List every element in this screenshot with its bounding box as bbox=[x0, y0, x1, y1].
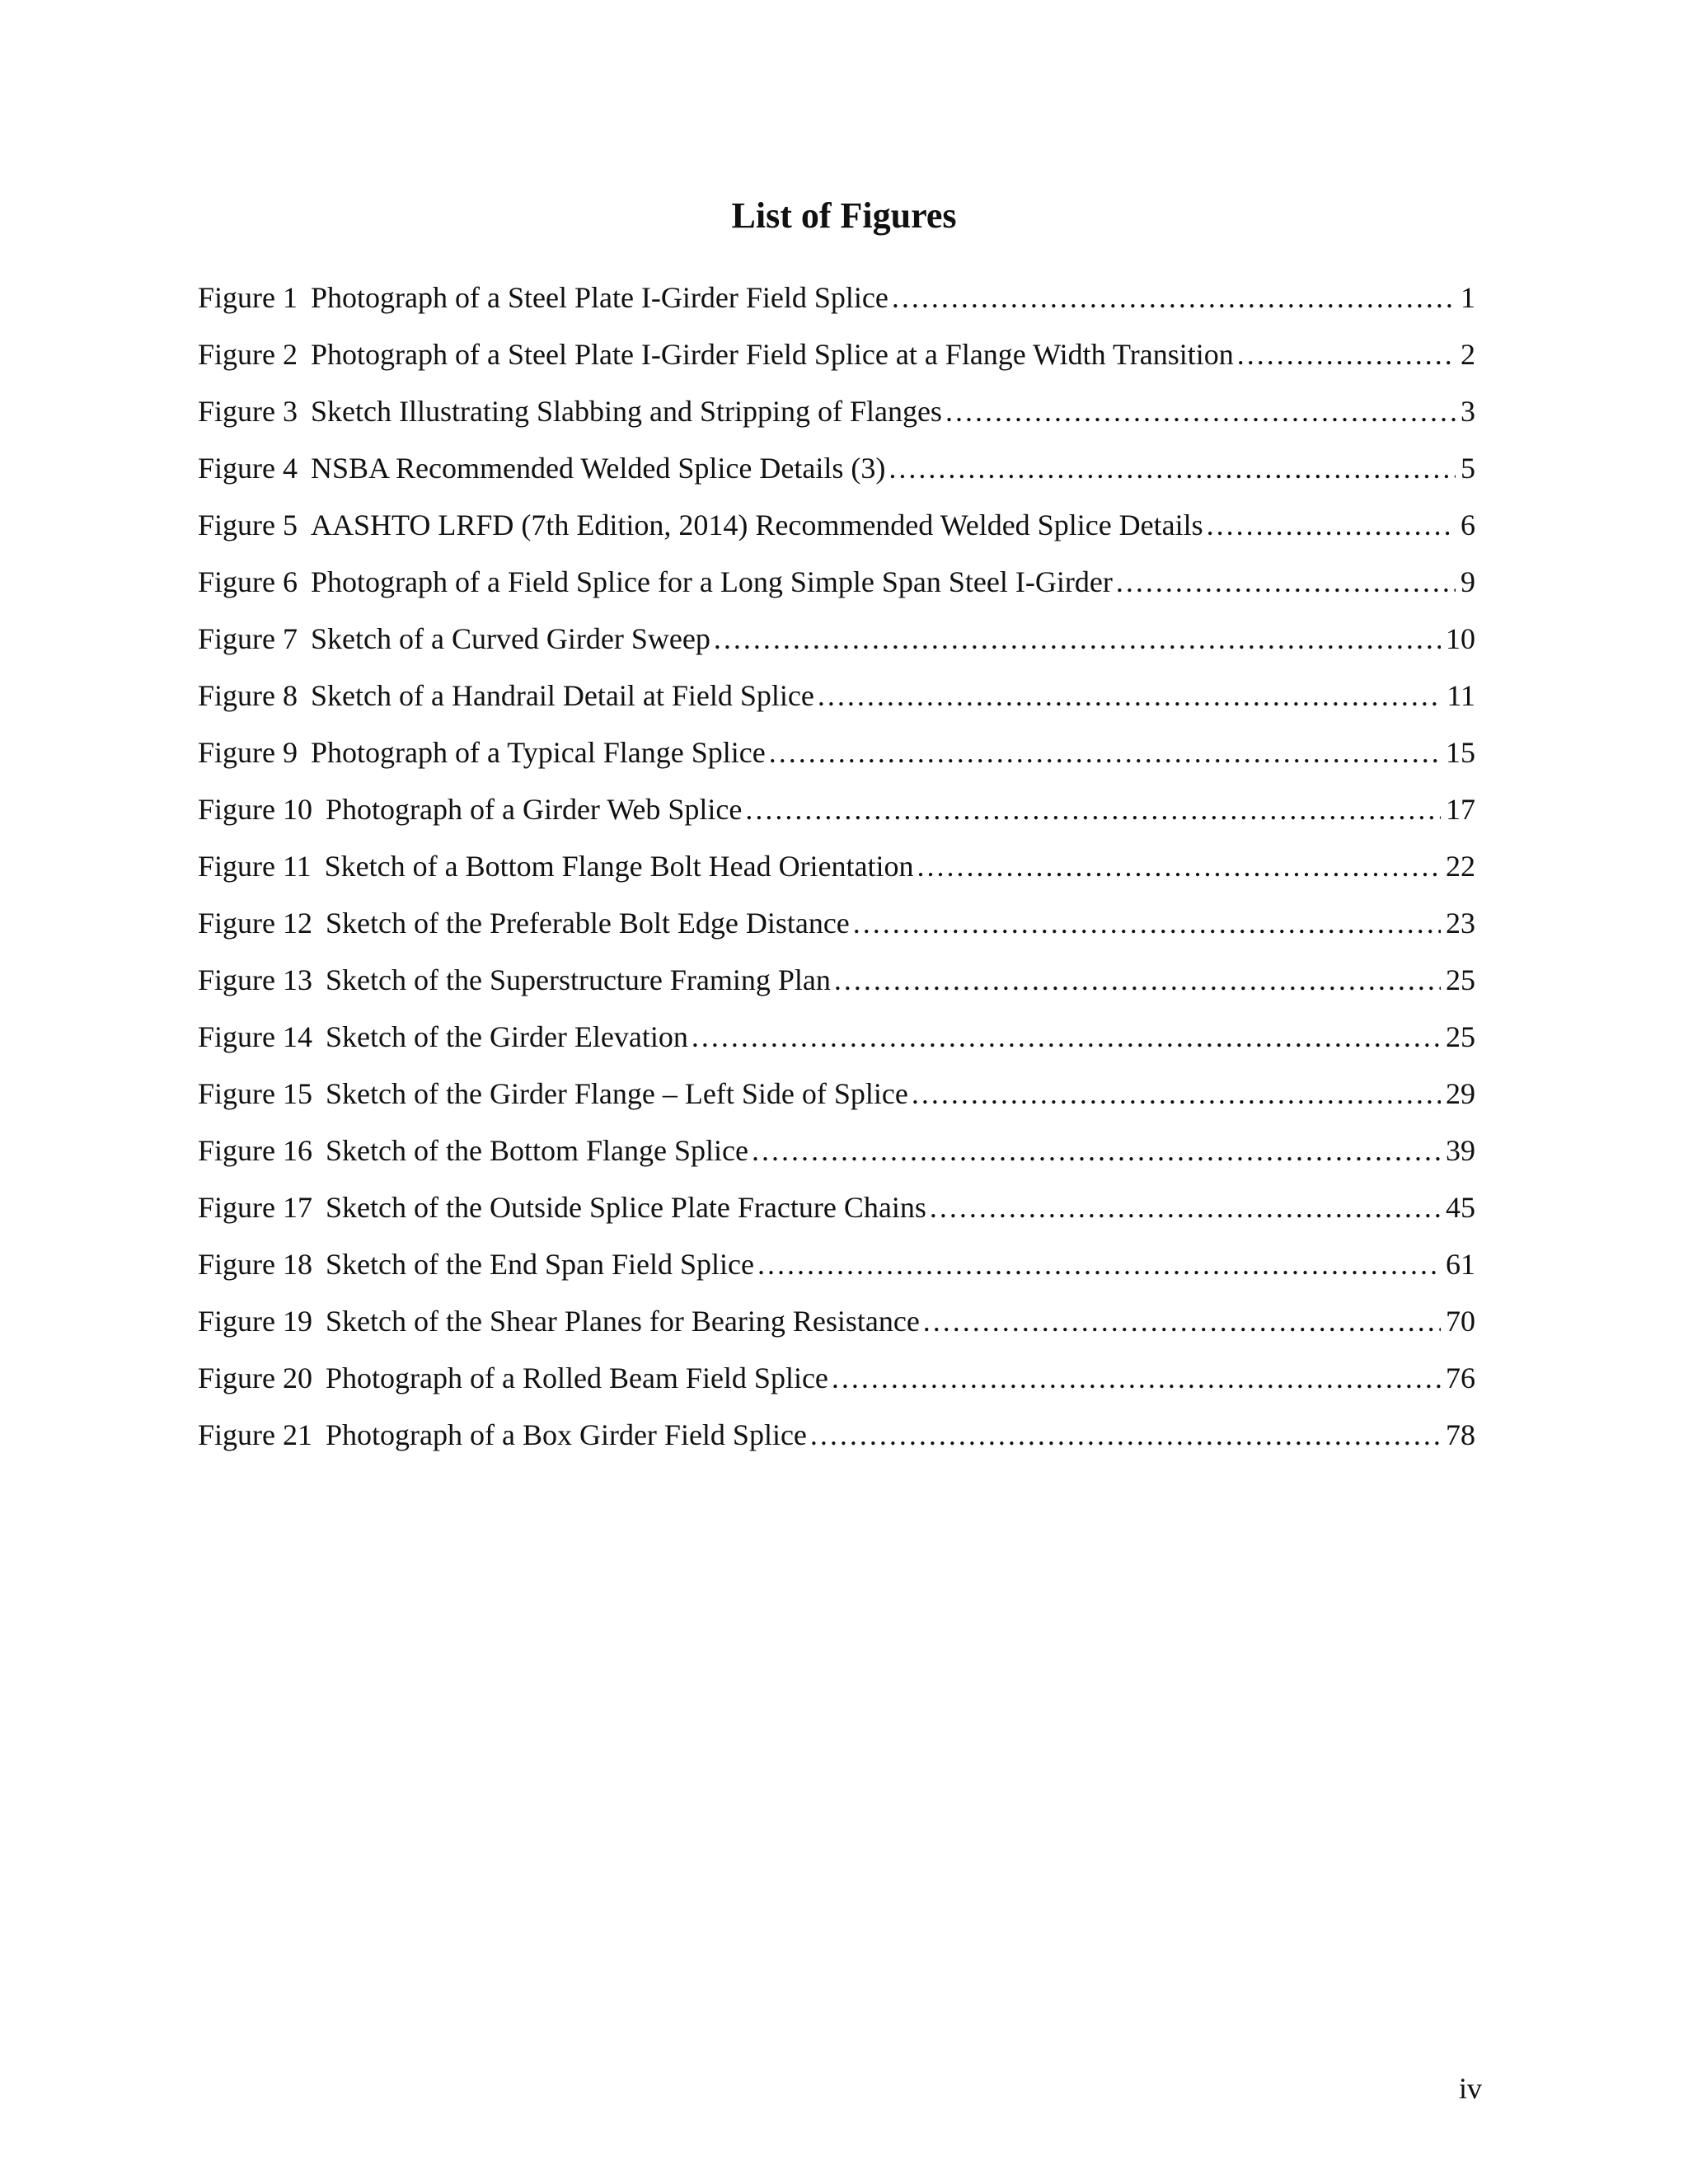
page-ref: 78 bbox=[1446, 1418, 1475, 1451]
page-ref: 15 bbox=[1446, 736, 1475, 769]
dot-leader bbox=[832, 1356, 1441, 1400]
page-ref: 5 bbox=[1461, 452, 1475, 485]
toc-entry[interactable] bbox=[198, 958, 1475, 1015]
page-ref: 76 bbox=[1446, 1361, 1475, 1394]
figure-title: Sketch Illustrating Slabbing and Stripping of Flanges bbox=[311, 395, 942, 428]
toc-entry[interactable] bbox=[198, 616, 1475, 673]
figure-title: Photograph of a Typical Flange Splice bbox=[311, 736, 766, 769]
figure-title: Photograph of a Box Girder Field Splice bbox=[326, 1418, 807, 1451]
page-ref: 25 bbox=[1446, 963, 1475, 996]
figure-label: Figure 3 bbox=[198, 395, 298, 428]
figure-title: Sketch of a Curved Girder Sweep bbox=[311, 622, 710, 655]
dot-leader bbox=[912, 1071, 1441, 1116]
figure-label: Figure 8 bbox=[198, 679, 298, 712]
toc-entry[interactable] bbox=[198, 275, 1475, 332]
page-ref: 2 bbox=[1461, 338, 1475, 371]
dot-leader bbox=[1237, 332, 1456, 377]
figure-label: Figure 20 bbox=[198, 1361, 312, 1394]
toc-entry[interactable] bbox=[198, 560, 1475, 616]
page-number: iv bbox=[1458, 2072, 1482, 2105]
figure-label: Figure 18 bbox=[198, 1248, 312, 1281]
dot-leader bbox=[757, 1242, 1441, 1286]
page-ref: 9 bbox=[1461, 565, 1475, 598]
dot-leader bbox=[745, 787, 1441, 832]
dot-leader bbox=[1116, 560, 1456, 604]
figure-label: Figure 15 bbox=[198, 1077, 312, 1110]
figure-label: Figure 14 bbox=[198, 1020, 312, 1053]
page-ref: 22 bbox=[1446, 850, 1475, 883]
figure-title: Photograph of a Rolled Beam Field Splice bbox=[326, 1361, 828, 1394]
page-ref: 10 bbox=[1446, 622, 1475, 655]
figure-title: Photograph of a Girder Web Splice bbox=[326, 793, 743, 826]
dot-leader bbox=[769, 730, 1441, 775]
figure-title: Sketch of a Handrail Detail at Field Splice bbox=[311, 679, 814, 712]
figure-label: Figure 10 bbox=[198, 793, 312, 826]
page-ref: 17 bbox=[1446, 793, 1475, 826]
dot-leader bbox=[692, 1015, 1441, 1059]
dot-leader bbox=[889, 446, 1456, 490]
toc-entry[interactable] bbox=[198, 332, 1475, 389]
figure-label: Figure 11 bbox=[198, 850, 312, 883]
toc-entry[interactable] bbox=[198, 503, 1475, 560]
page-ref: 11 bbox=[1447, 679, 1475, 712]
figure-label: Figure 17 bbox=[198, 1191, 312, 1224]
dot-leader bbox=[853, 901, 1441, 945]
dot-leader bbox=[752, 1128, 1441, 1173]
dot-leader bbox=[714, 616, 1441, 661]
dot-leader bbox=[892, 275, 1456, 320]
figure-label: Figure 12 bbox=[198, 907, 312, 940]
page-ref: 3 bbox=[1461, 395, 1475, 428]
toc-entry[interactable] bbox=[198, 844, 1475, 901]
toc-entry[interactable] bbox=[198, 901, 1475, 958]
toc-entry[interactable] bbox=[198, 1242, 1475, 1299]
toc-entry[interactable] bbox=[198, 1128, 1475, 1185]
figure-title: Sketch of the Shear Planes for Bearing Resistance bbox=[326, 1305, 920, 1338]
toc-entry[interactable] bbox=[198, 1356, 1475, 1413]
toc-entry[interactable] bbox=[198, 1299, 1475, 1356]
dot-leader bbox=[930, 1185, 1441, 1230]
dot-leader bbox=[923, 1299, 1441, 1343]
figure-title: Sketch of the Superstructure Framing Plan bbox=[326, 963, 831, 996]
figure-title: Photograph of a Steel Plate I-Girder Field Splice bbox=[311, 281, 889, 314]
toc-entry[interactable] bbox=[198, 1185, 1475, 1242]
page-ref: 61 bbox=[1446, 1248, 1475, 1281]
figure-title: Sketch of the Girder Flange – Left Side of Splice bbox=[326, 1077, 908, 1110]
figure-label: Figure 5 bbox=[198, 509, 298, 541]
dot-leader bbox=[945, 389, 1456, 434]
figure-title: AASHTO LRFD (7th Edition, 2014) Recommended Welded Splice Details bbox=[311, 509, 1203, 541]
figure-label: Figure 4 bbox=[198, 452, 298, 485]
toc-entry[interactable] bbox=[198, 730, 1475, 787]
toc-entry[interactable] bbox=[198, 1015, 1475, 1071]
figure-title: Sketch of the End Span Field Splice bbox=[326, 1248, 754, 1281]
figure-title: NSBA Recommended Welded Splice Details (3) bbox=[311, 452, 886, 485]
page-ref: 45 bbox=[1446, 1191, 1475, 1224]
dot-leader bbox=[834, 958, 1441, 1002]
figure-title: Photograph of a Field Splice for a Long Simple Span Steel I-Girder bbox=[311, 565, 1113, 598]
figure-label: Figure 19 bbox=[198, 1305, 312, 1338]
toc-entry[interactable] bbox=[198, 389, 1475, 446]
toc-entry[interactable] bbox=[198, 787, 1475, 844]
figure-label: Figure 1 bbox=[198, 281, 298, 314]
page-title: List of Figures bbox=[731, 195, 957, 236]
page-ref: 23 bbox=[1446, 907, 1475, 940]
figure-label: Figure 21 bbox=[198, 1418, 312, 1451]
toc-entry[interactable] bbox=[198, 1071, 1475, 1128]
figure-title: Sketch of the Preferable Bolt Edge Distance bbox=[326, 907, 850, 940]
page-ref: 70 bbox=[1446, 1305, 1475, 1338]
figure-title: Sketch of the Girder Elevation bbox=[326, 1020, 688, 1053]
figure-label: Figure 16 bbox=[198, 1134, 312, 1167]
dot-leader bbox=[810, 1413, 1441, 1457]
page-ref: 25 bbox=[1446, 1020, 1475, 1053]
page-ref: 39 bbox=[1446, 1134, 1475, 1167]
figure-label: Figure 2 bbox=[198, 338, 298, 371]
figure-title: Sketch of the Outside Splice Plate Fracture Chains bbox=[326, 1191, 926, 1224]
page-ref: 1 bbox=[1461, 281, 1475, 314]
figure-label: Figure 13 bbox=[198, 963, 312, 996]
dot-leader bbox=[917, 844, 1441, 888]
figure-title: Sketch of the Bottom Flange Splice bbox=[326, 1134, 748, 1167]
toc-entry[interactable] bbox=[198, 446, 1475, 503]
figure-title: Photograph of a Steel Plate I-Girder Field Splice at a Flange Width Transition bbox=[311, 338, 1234, 371]
toc-entry[interactable] bbox=[198, 1413, 1475, 1469]
page-ref: 29 bbox=[1446, 1077, 1475, 1110]
figure-title: Sketch of a Bottom Flange Bolt Head Orientation bbox=[324, 850, 914, 883]
figure-label: Figure 7 bbox=[198, 622, 298, 655]
figure-label: Figure 6 bbox=[198, 565, 298, 598]
toc-entry[interactable] bbox=[198, 673, 1475, 730]
page-ref: 6 bbox=[1461, 509, 1475, 541]
figure-label: Figure 9 bbox=[198, 736, 298, 769]
list-of-figures bbox=[198, 275, 1475, 1469]
dot-leader bbox=[818, 673, 1442, 718]
dot-leader bbox=[1207, 503, 1456, 547]
